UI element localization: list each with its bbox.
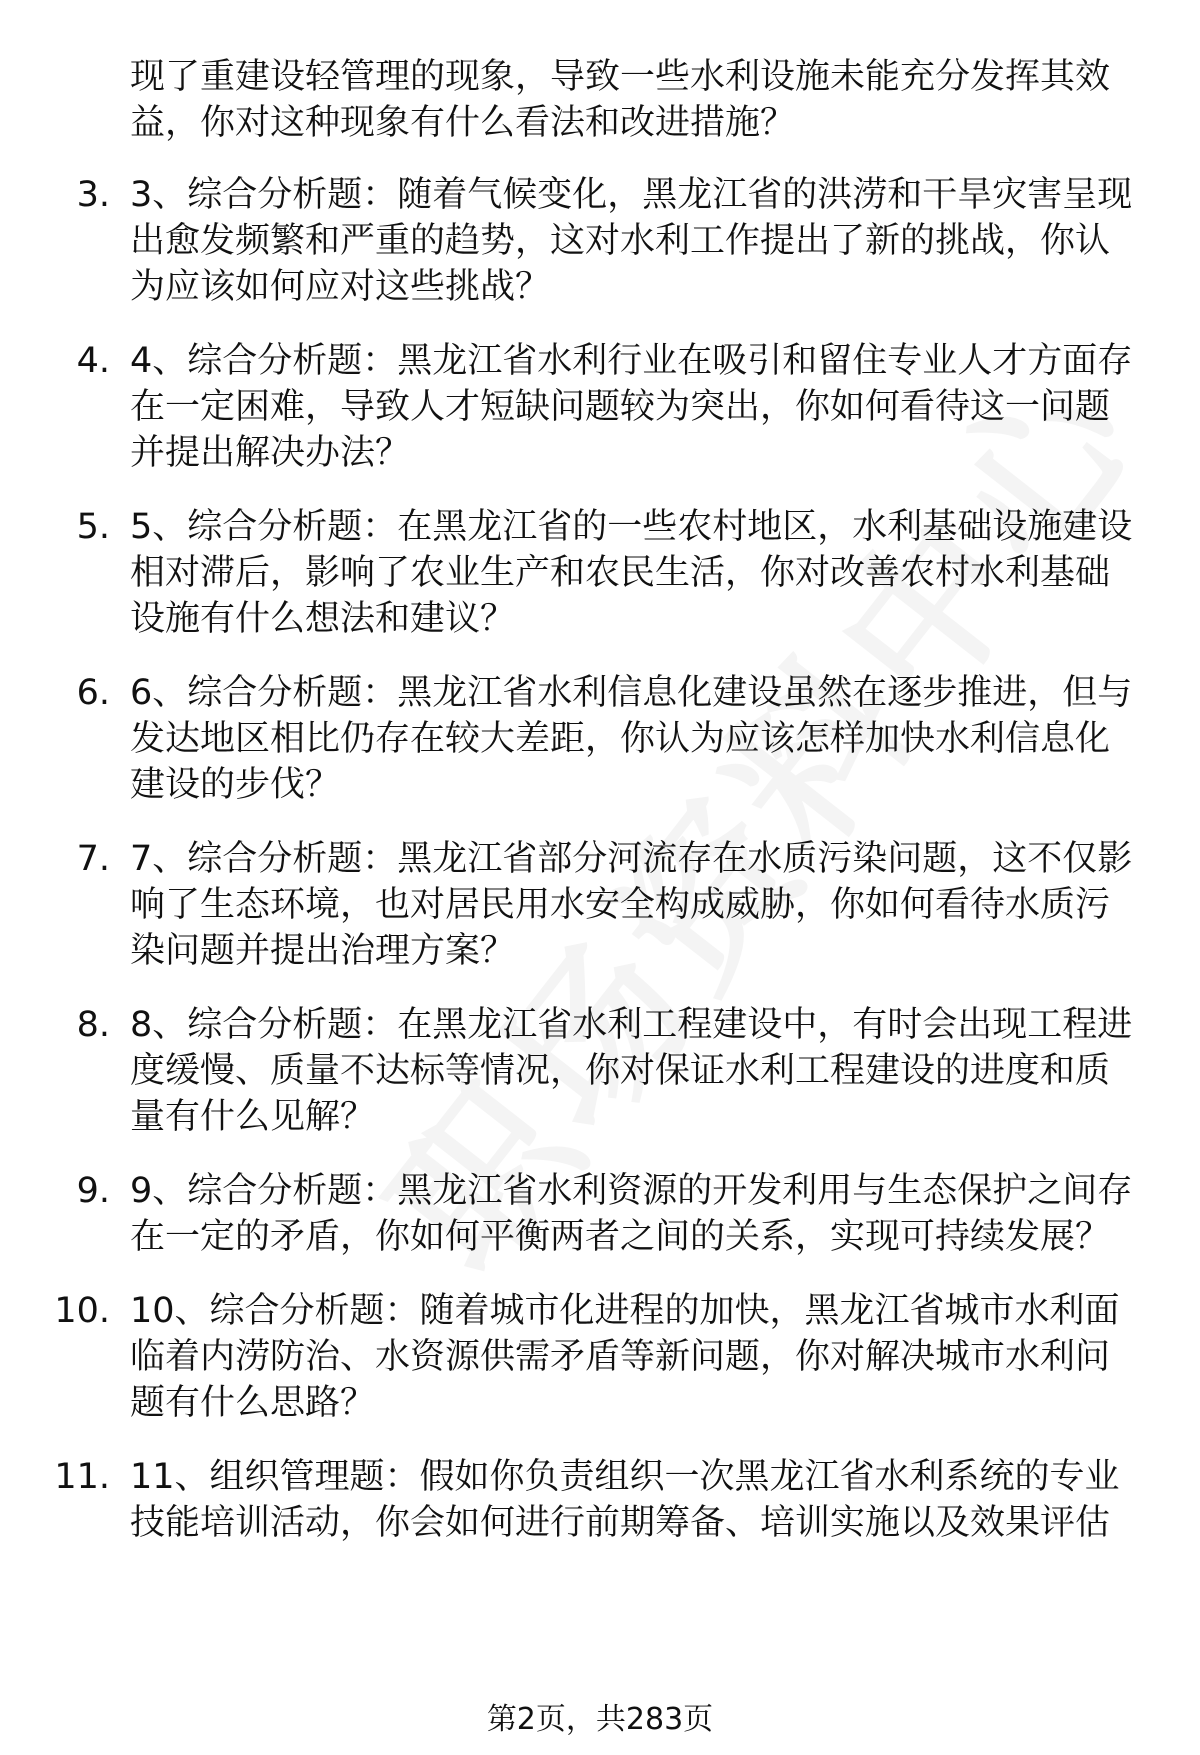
question-number: 3. xyxy=(76,175,110,215)
question-line: 7、综合分析题：黑龙江省部分河流存在水质污染问题，这不仅影 xyxy=(130,839,1133,879)
question-line: 响了生态环境，也对居民用水安全构成威胁，你如何看待水质污 xyxy=(130,885,1111,925)
question-line: 量有什么见解？ xyxy=(130,1097,376,1137)
page-footer: 第2页，共283页 xyxy=(486,1702,714,1737)
question-line: 相对滞后，影响了农业生产和农民生活，你对改善农村水利基础 xyxy=(130,553,1111,593)
question-number: 5. xyxy=(76,507,110,547)
question-number: 8. xyxy=(76,1005,110,1045)
question-number: 4. xyxy=(76,341,110,381)
question-line: 题有什么思路？ xyxy=(130,1383,376,1423)
question-line: 为应该如何应对这些挑战？ xyxy=(130,267,551,307)
question-line: 临着内涝防治、水资源供需矛盾等新问题，你对解决城市水利问 xyxy=(130,1337,1111,1377)
question-line: 4、综合分析题：黑龙江省水利行业在吸引和留住专业人才方面存 xyxy=(130,341,1133,381)
continued-line-1: 现了重建设轻管理的现象，导致一些水利设施未能充分发挥其效 xyxy=(130,57,1111,97)
question-line: 在一定困难，导致人才短缺问题较为突出，你如何看待这一问题 xyxy=(130,387,1111,427)
question-number: 10. xyxy=(54,1291,110,1331)
question-line: 出愈发频繁和严重的趋势，这对水利工作提出了新的挑战，你认 xyxy=(130,221,1111,261)
question-line: 并提出解决办法？ xyxy=(130,433,411,473)
question-line: 在一定的矛盾，你如何平衡两者之间的关系，实现可持续发展？ xyxy=(130,1217,1111,1257)
question-number: 9. xyxy=(76,1171,110,1211)
question-line: 染问题并提出治理方案？ xyxy=(130,931,516,971)
question-line: 设施有什么想法和建议？ xyxy=(130,599,516,639)
question-line: 11、组织管理题：假如你负责组织一次黑龙江省水利系统的专业 xyxy=(130,1457,1120,1497)
question-line: 8、综合分析题：在黑龙江省水利工程建设中，有时会出现工程进 xyxy=(130,1005,1133,1045)
question-line: 3、综合分析题：随着气候变化，黑龙江省的洪涝和干旱灾害呈现 xyxy=(130,175,1133,215)
question-number: 7. xyxy=(76,839,110,879)
question-line: 技能培训活动，你会如何进行前期筹备、培训实施以及效果评估 xyxy=(130,1503,1111,1543)
question-line: 10、综合分析题：随着城市化进程的加快，黑龙江省城市水利面 xyxy=(130,1291,1120,1331)
question-line: 发达地区相比仍存在较大差距，你认为应该怎样加快水利信息化 xyxy=(130,719,1111,759)
question-line: 度缓慢、质量不达标等情况，你对保证水利工程建设的进度和质 xyxy=(130,1051,1111,1091)
question-number: 6. xyxy=(76,673,110,713)
continued-line-2: 益，你对这种现象有什么看法和改进措施？ xyxy=(130,103,796,143)
question-number: 11. xyxy=(54,1457,110,1497)
question-line: 9、综合分析题：黑龙江省水利资源的开发利用与生态保护之间存 xyxy=(130,1171,1133,1211)
question-line: 建设的步伐？ xyxy=(130,765,341,805)
question-line: 5、综合分析题：在黑龙江省的一些农村地区，水利基础设施建设 xyxy=(130,507,1133,547)
question-line: 6、综合分析题：黑龙江省水利信息化建设虽然在逐步推进，但与 xyxy=(130,673,1133,713)
